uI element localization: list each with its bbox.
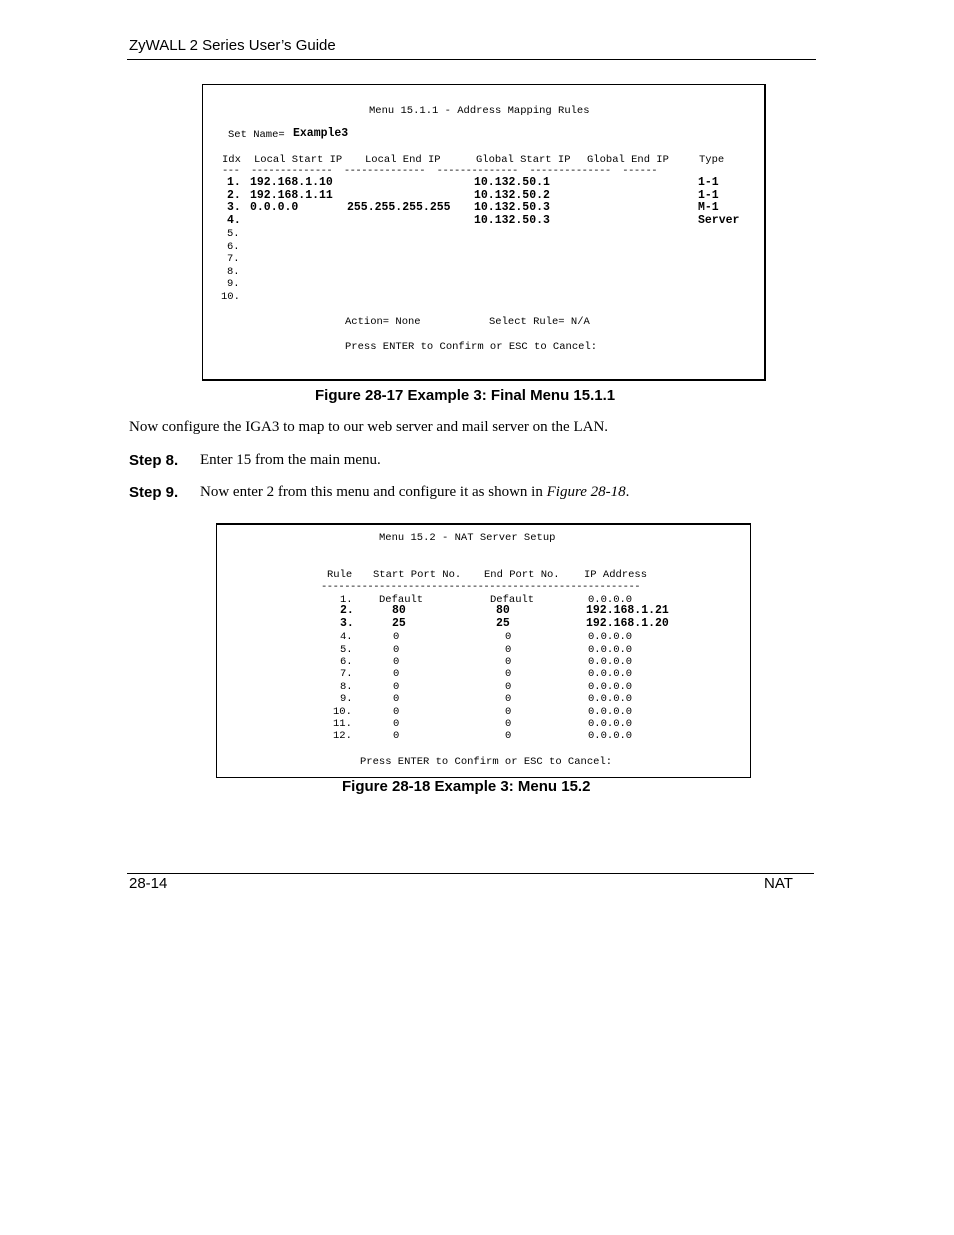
header-separator: ------------------------------------------------------- <box>321 581 641 593</box>
row-rule: 11. <box>333 718 352 730</box>
row-ip-address: 0.0.0.0 <box>588 693 633 706</box>
col-header-end-port: End Port No. <box>484 569 560 581</box>
col-header-idx: Idx <box>222 154 241 166</box>
confirm-prompt: Press ENTER to Confirm or ESC to Cancel: <box>360 756 613 768</box>
row-type: 1-1 <box>698 188 719 202</box>
action-field: Action= None <box>345 316 421 328</box>
col-header-rule: Rule <box>327 569 353 581</box>
row-ip-address: 192.168.1.20 <box>586 616 669 630</box>
row-rule: 3. <box>340 616 354 630</box>
row-rule: 10. <box>333 705 352 718</box>
row-idx: 5. <box>227 228 240 240</box>
row-rule: 12. <box>333 730 352 743</box>
row-idx: 2. <box>227 188 241 202</box>
footer-rule <box>127 873 814 874</box>
row-idx: 9. <box>227 278 240 290</box>
row-end-port: 0 <box>505 680 512 693</box>
row-ip-address: 0.0.0.0 <box>588 705 633 718</box>
terminal-menu-15-2 <box>216 523 751 778</box>
step-9-label: Step 9. <box>129 484 179 501</box>
row-start-port: Default <box>379 594 424 606</box>
header-rule <box>127 59 816 60</box>
confirm-prompt: Press ENTER to Confirm or ESC to Cancel: <box>345 341 598 353</box>
row-ip-address: 192.168.1.21 <box>586 604 669 618</box>
row-local-start-ip: 192.168.1.10 <box>250 176 333 189</box>
row-start-port: 80 <box>392 604 406 618</box>
row-ip-address: 0.0.0.0 <box>588 631 633 644</box>
row-rule: 6. <box>340 656 353 668</box>
menu-title: Menu 15.2 - NAT Server Setup <box>379 532 556 544</box>
step-9-text: Now enter 2 from this menu and configure it as shown in Figure 28-18. <box>200 484 630 500</box>
row-idx: 7. <box>227 253 240 265</box>
col-header-global-end-ip: Global End IP <box>587 154 669 166</box>
row-ip-address: 0.0.0.0 <box>588 668 633 681</box>
row-ip-address: 0.0.0.0 <box>588 730 633 743</box>
row-rule: 1. <box>340 594 353 606</box>
row-local-end-ip: 255.255.255.255 <box>347 201 451 214</box>
row-start-port: 0 <box>393 705 400 718</box>
figure-caption-28-17: Figure 28-17 Example 3: Final Menu 15.1.1 <box>315 387 616 404</box>
terminal-menu-15-1-1 <box>202 84 766 381</box>
row-end-port: 0 <box>505 718 512 730</box>
row-idx: 3. <box>227 201 241 214</box>
footer-section: NAT <box>764 875 793 892</box>
row-global-start-ip: 10.132.50.3 <box>474 201 550 214</box>
row-ip-address: 0.0.0.0 <box>588 656 633 668</box>
row-rule: 9. <box>340 693 353 706</box>
row-rule: 4. <box>340 631 353 644</box>
row-end-port: 0 <box>505 668 512 681</box>
row-start-port: 0 <box>393 631 400 644</box>
row-local-start-ip: 192.168.1.11 <box>250 188 333 202</box>
row-idx: 6. <box>227 240 240 253</box>
row-end-port: 0 <box>505 730 512 743</box>
row-end-port: 0 <box>505 643 512 656</box>
row-ip-address: 0.0.0.0 <box>588 680 633 693</box>
row-end-port: 80 <box>496 604 510 618</box>
row-rule: 5. <box>340 643 353 656</box>
row-start-port: 0 <box>393 668 400 681</box>
row-start-port: 0 <box>393 718 400 730</box>
row-idx: 4. <box>227 213 241 227</box>
row-start-port: 0 <box>393 730 400 743</box>
row-end-port: 0 <box>505 656 512 668</box>
row-end-port: 0 <box>505 631 512 644</box>
row-rule: 8. <box>340 680 353 693</box>
row-start-port: 0 <box>393 680 400 693</box>
row-start-port: 25 <box>392 616 406 630</box>
set-name-label: Set Name= <box>228 129 285 141</box>
row-end-port: 0 <box>505 693 512 706</box>
row-end-port: 25 <box>496 616 510 630</box>
set-name-value: Example3 <box>293 127 349 140</box>
figure-reference: Figure 28-18 <box>546 484 626 500</box>
step-8-label: Step 8. <box>129 452 179 469</box>
footer-page-number: 28-14 <box>129 875 168 892</box>
row-start-port: 0 <box>393 643 400 656</box>
row-idx: 10. <box>221 290 240 303</box>
row-end-port: 0 <box>505 705 512 718</box>
header-separator: --- -------------- -------------- -------------- -------------- ------ <box>222 165 658 177</box>
step-8-text: Enter 15 from the main menu. <box>200 452 381 468</box>
menu-title: Menu 15.1.1 - Address Mapping Rules <box>369 105 590 117</box>
row-global-start-ip: 10.132.50.3 <box>474 213 550 227</box>
col-header-global-start-ip: Global Start IP <box>476 154 571 166</box>
row-global-start-ip: 10.132.50.1 <box>474 176 550 189</box>
row-type: Server <box>698 213 740 227</box>
row-idx: 1. <box>227 176 241 189</box>
row-rule: 7. <box>340 668 353 681</box>
row-ip-address: 0.0.0.0 <box>588 594 633 606</box>
col-header-local-start-ip: Local Start IP <box>254 154 343 166</box>
row-ip-address: 0.0.0.0 <box>588 643 633 656</box>
row-ip-address: 0.0.0.0 <box>588 718 633 730</box>
row-type: 1-1 <box>698 176 719 189</box>
select-rule-field: Select Rule= N/A <box>489 316 590 328</box>
col-header-start-port: Start Port No. <box>373 569 462 581</box>
page-header-title: ZyWALL 2 Series User’s Guide <box>129 37 336 54</box>
row-start-port: 0 <box>393 693 400 706</box>
figure-caption-28-18: Figure 28-18 Example 3: Menu 15.2 <box>342 778 591 795</box>
row-end-port: Default <box>490 594 535 606</box>
col-header-type: Type <box>699 154 725 166</box>
intro-paragraph: Now configure the IGA3 to map to our web server and mail server on the LAN. <box>129 419 609 435</box>
col-header-ip-address: IP Address <box>584 569 648 581</box>
row-global-start-ip: 10.132.50.2 <box>474 188 550 202</box>
row-local-start-ip: 0.0.0.0 <box>250 201 299 214</box>
row-start-port: 0 <box>393 656 400 668</box>
col-header-local-end-ip: Local End IP <box>365 154 441 166</box>
row-type: M-1 <box>698 201 719 214</box>
row-rule: 2. <box>340 604 354 618</box>
row-idx: 8. <box>227 265 240 278</box>
